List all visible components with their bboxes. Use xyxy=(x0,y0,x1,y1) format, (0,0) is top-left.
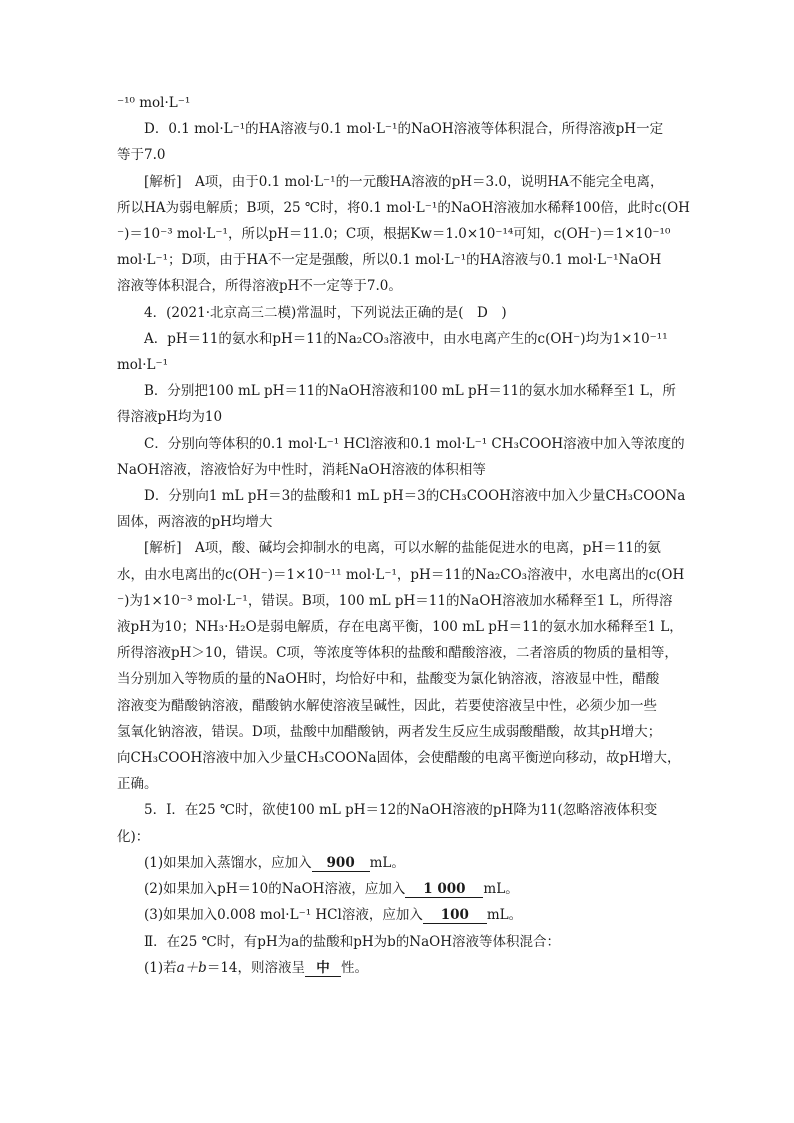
sub-question-3 xyxy=(117,902,677,928)
analysis-line: [解析] A项，由于0.1 mol·L⁻¹的一元酸HA溶液的pH＝3.0，说明HA不能完全电离， xyxy=(144,173,664,190)
option-b-line: B．分别把100 mL pH＝11的NaOH溶液和100 mL pH＝11的氨水加水稀释至1 L，所 xyxy=(144,383,676,400)
question-4-stem: 4．(2021·北京高三二模)常温时，下列说法正确的是( D ) xyxy=(144,304,507,321)
option-d-line: D．0.1 mol·L⁻¹的HA溶液与0.1 mol·L⁻¹的NaOH溶液等体积混合，所得溶液pH一定 xyxy=(144,121,664,138)
sub-question-text: mL。 xyxy=(486,907,523,924)
analysis-line: 向CH₃COOH溶液中加入少量CH₃COONa固体，会使醋酸的电离平衡逆向移动，故pH增大， xyxy=(117,750,681,767)
sub-question-text: (2)如果加入pH＝10的NaOH溶液，应加入 xyxy=(144,881,406,898)
option-a-line: mol·L⁻¹ xyxy=(117,357,169,374)
sub-question-text: (1)如果加入蒸馏水，应加入 xyxy=(144,854,312,871)
analysis-line: 当分别加入等物质的量的NaOH时，均恰好中和，盐酸变为氯化钠溶液，溶液显中性，醋酸 xyxy=(117,671,660,688)
sub-question-text: 性。 xyxy=(341,959,369,976)
question-5-stem: 5．Ⅰ．在25 ℃时，欲使100 mL pH＝12的NaOH溶液的pH降为11(忽略溶液体积变 xyxy=(144,802,658,819)
sub-question-1 xyxy=(117,850,677,876)
analysis-line: 水，由水电离出的c(OH⁻)＝1×10⁻¹¹ mol·L⁻¹，pH＝11的Na₂CO₃溶液中，水电离出的c(OH xyxy=(117,566,685,583)
sub-question-text: mL。 xyxy=(483,881,519,898)
option-b-line: 得溶液pH均为10 xyxy=(117,409,223,426)
option-d-line: 固体，两溶液的pH均增大 xyxy=(117,514,273,531)
option-a-line: A．pH＝11的氨水和pH＝11的Na₂CO₃溶液中，由水电离产生的c(OH⁻)均为1×10⁻¹¹ xyxy=(144,330,668,347)
sub-question-2 xyxy=(117,876,677,902)
answer-blank: 100 xyxy=(423,907,487,924)
analysis-line: 所得溶液pH＞10，错误。C项，等浓度等体积的盐酸和醋酸溶液，二者溶质的物质的量相等， xyxy=(117,645,678,662)
analysis-line: 所以HA为弱电解质；B项，25 ℃时，将0.1 mol·L⁻¹的NaOH溶液加水稀释100倍，此时c(OH xyxy=(117,199,690,216)
analysis-line: 溶液等体积混合，所得溶液pH不一定等于7.0。 xyxy=(117,278,402,295)
answer-blank: 900 xyxy=(312,855,370,872)
analysis-line: ⁻)为1×10⁻³ mol·L⁻¹，错误。B项，100 mL pH＝11的NaOH溶液加水稀释至1 L，所得溶 xyxy=(117,592,673,609)
document-body xyxy=(117,90,690,981)
analysis-line: [解析] A项，酸、碱均会抑制水的电离，可以水解的盐能促进水的电离，pH＝11的氨 xyxy=(144,540,661,557)
part-ii-stem: Ⅱ．在25 ℃时，有pH为a的盐酸和pH为b的NaOH溶液等体积混合： xyxy=(144,933,560,950)
sub-question-text: (3)如果加入0.008 mol·L⁻¹ HCl溶液，应加入 xyxy=(144,907,423,924)
option-c-line: NaOH溶液，溶液恰好为中性时，消耗NaOH溶液的体积相等 xyxy=(117,461,486,478)
part-ii-sub-question-1 xyxy=(117,955,677,981)
analysis-line: ⁻)＝10⁻³ mol·L⁻¹，所以pH＝11.0；C项，根据Kw＝1.0×10⁻¹⁴可知，c(OH⁻)＝1×10⁻¹⁰ xyxy=(117,226,671,243)
option-d-line: D．分别向1 mL pH＝3的盐酸和1 mL pH＝3的CH₃COOH溶液中加入少量CH₃COONa xyxy=(144,488,686,505)
analysis-line: mol·L⁻¹；D项，由于HA不一定是强酸，所以0.1 mol·L⁻¹的HA溶液与0.1 mol·L⁻¹NaOH xyxy=(117,252,662,269)
question-5-stem: 化)： xyxy=(117,828,150,845)
option-d-line: 等于7.0 xyxy=(117,147,166,164)
analysis-line: 液pH为10；NH₃·H₂O是弱电解质，存在电离平衡，100 mL pH＝11的氨水加水稀释至1 L， xyxy=(117,619,683,636)
analysis-line: 正确。 xyxy=(117,776,158,793)
math-expression: a＋b xyxy=(176,959,207,976)
answer-blank: 1 000 xyxy=(405,881,483,898)
answer-blank: 中 xyxy=(305,960,341,977)
sub-question-text: mL。 xyxy=(369,854,405,871)
analysis-line: 溶液变为醋酸钠溶液，醋酸钠水解使溶液呈碱性，因此，若要使溶液呈中性，必须少加一些 xyxy=(117,697,657,714)
sub-question-text: (1)若 xyxy=(144,959,177,976)
text-line: ⁻¹⁰ mol·L⁻¹ xyxy=(117,95,191,111)
option-c-line: C．分别向等体积的0.1 mol·L⁻¹ HCl溶液和0.1 mol·L⁻¹ CH₃COOH溶液中加入等浓度的 xyxy=(144,435,685,452)
sub-question-text: ＝14，则溶液呈 xyxy=(206,959,306,976)
analysis-line: 氢氧化钠溶液，错误。D项，盐酸中加醋酸钠，两者发生反应生成弱酸醋酸，故其pH增大； xyxy=(117,723,662,740)
